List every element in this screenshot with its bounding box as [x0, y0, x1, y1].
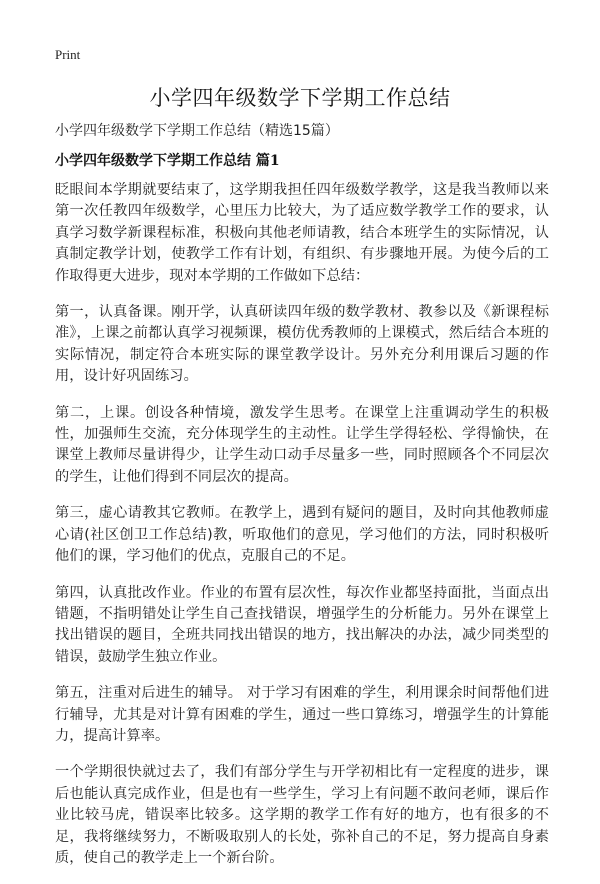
- document-subtitle: 小学四年级数学下学期工作总结（精选15篇）: [55, 123, 339, 139]
- paragraph-intro: 眨眼间本学期就要结束了，这学期我担任四年级数学教学，这是我当教师以来第一次任教四年级数学，心里压力比较大，为了适应数学教学工作的要求，认真学习数学新课程标准，积极向其他老师请教，结合本班学生的实际情况，认真制定教学计划，使教学工作有计划，有组织、有步骤地开展。为使今后的工作取得更大进步，现对本学期的工作做如下总结：: [55, 182, 549, 284]
- paragraph-first-lesson-prep: 第一，认真备课。刚开学，认真研读四年级的数学教材、教参以及《新课程标准》，上课之前都认真学习视频课，模仿优秀教师的上课模式，然后结合本班的实际情况，制定符合本班实际的课堂教学设计。另外充分利用课后习题的作用，设计好巩固练习。: [55, 304, 549, 385]
- paragraph-fourth-homework: 第四，认真批改作业。作业的布置有层次性，每次作业都坚持面批，当面点出错题，不指明错处让学生自己查找错误，增强学生的分析能力。另外在课堂上找出错误的题目，全班共同找出错误的地方，找出解决的办法，减少同类型的错误，鼓励学生独立作业。: [55, 584, 549, 665]
- paragraph-fifth-tutoring: 第五，注重对后进生的辅导。 对于学习有困难的学生，利用课余时间帮他们进行辅导，尤其是对计算有困难的学生，通过一些口算练习，增强学生的计算能力，提高计算率。: [55, 685, 549, 744]
- document-body: [55, 180, 549, 884]
- paragraph-third-consult-teachers: 第三，虚心请教其它教师。在教学上，遇到有疑问的题目，及时向其他教师虚心请(社区创卫工作总结)教，听取他们的意见，学习他们的方法，同时积极听他们的课，学习他们的优点，克服自己的不足。: [55, 505, 549, 565]
- paragraph-second-teaching: 第二，上课。创设各种情境，激发学生思考。在课堂上注重调动学生的积极性，加强师生交流，充分体现学生的主动性。让学生学得轻松、学得愉快，在课堂上教师尽量讲得少，让学生动口动手尽量多一些，同时照顾各个不同层次的学生，让他们得到不同层次的提高。: [55, 404, 549, 485]
- section-heading: 小学四年级数学下学期工作总结 篇1: [55, 153, 280, 169]
- print-label: Print: [55, 47, 81, 62]
- paragraph-conclusion: 一个学期很快就过去了，我们有部分学生与开学初相比有一定程度的进步，课后也能认真完成作业，但是也有一些学生，学习上有问题不敢问老师，课后作业比较马虎，错误率比较多。这学期的教学工作有好的地方，也有很多的不足，我将继续努力，不断吸取别人的长处，弥补自己的不足，努力提高自身素质，使自己的教学走上一个新台阶。: [55, 764, 549, 866]
- document-title: 小学四年级数学下学期工作总结: [149, 86, 451, 110]
